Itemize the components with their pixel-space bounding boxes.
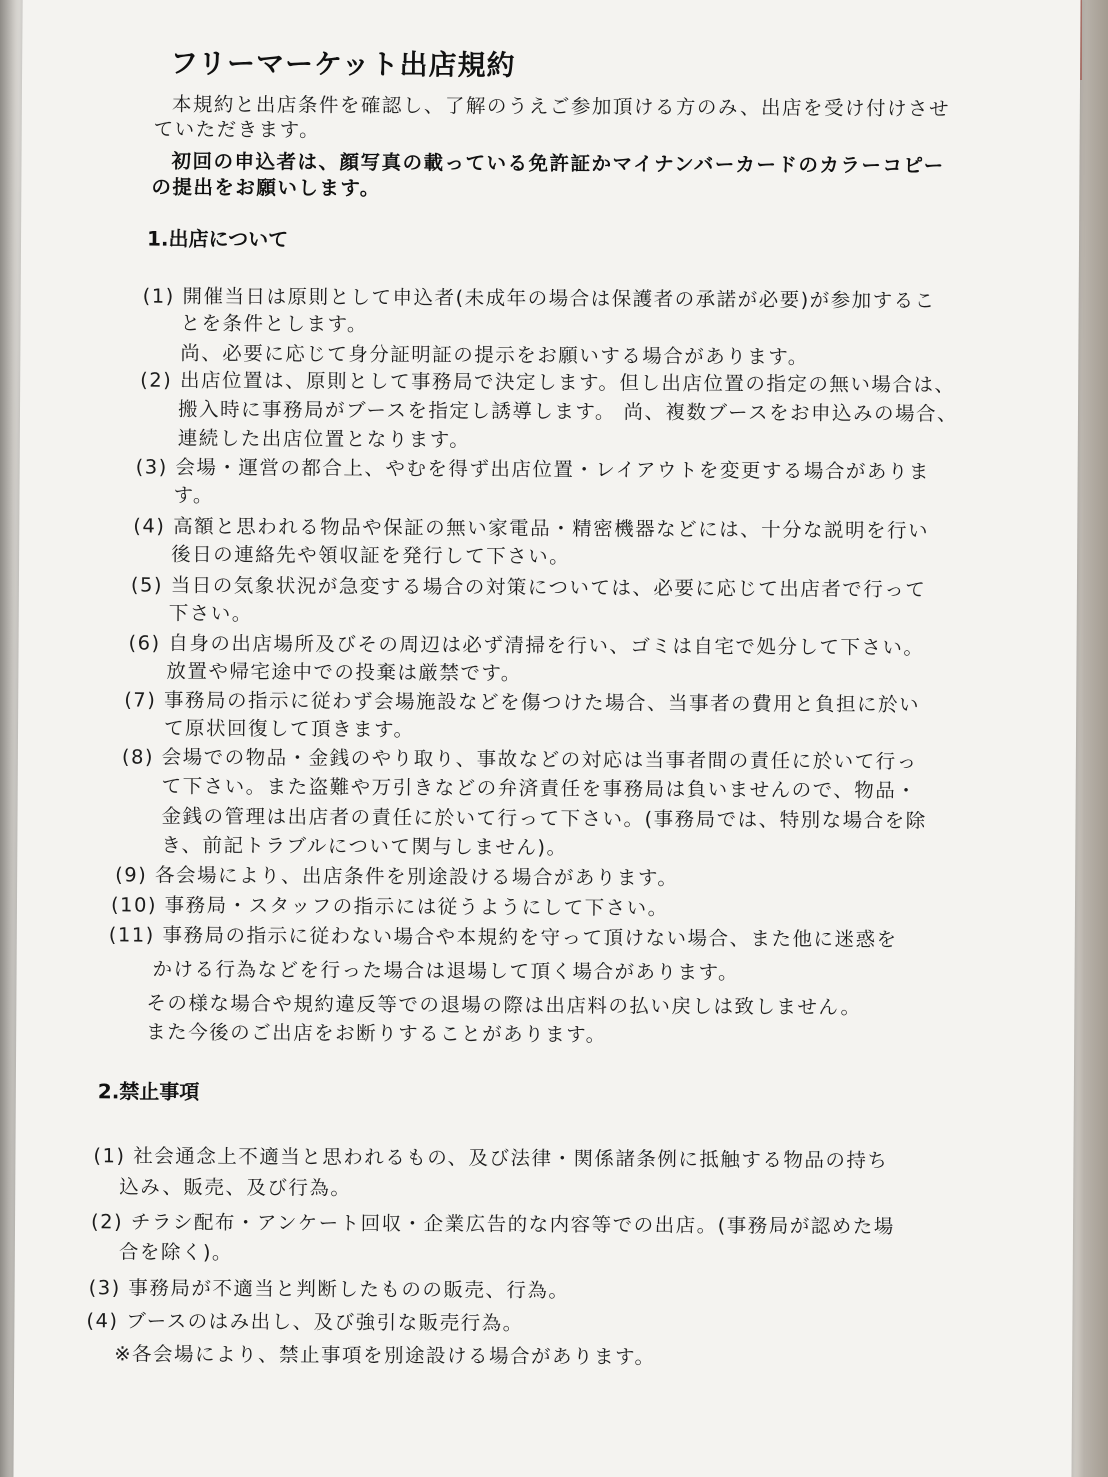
section-1-item-9-line: (9) 各会場により、出店条件を別途設ける場合があります。	[115, 863, 679, 890]
paper-sheet	[13, 0, 1080, 1477]
section-1-item-3-line: す。	[173, 483, 215, 507]
intro-line: 本規約と出店条件を確認し、了解のうえご参加頂ける方のみ、出店を受け付けさせ	[171, 92, 951, 121]
section-1-item-8-line: き、前記トラブルについて関与しません)。	[161, 833, 568, 860]
section-2-heading: 2.禁止事項	[97, 1079, 200, 1104]
section-1-item-11-line: また今後のご出店をお断りすることがあります。	[146, 1020, 607, 1047]
section-1-item-1-line: (1) 開催当日は原則として申込者(未成年の場合は保護者の承諾が必要)が参加するこ	[142, 284, 936, 313]
section-2-note: ※各会場により、禁止事項を別途設ける場合があります。	[114, 1342, 656, 1369]
intro-line: ていただきます。	[153, 117, 321, 142]
section-1-item-1-line: とを条件とします。	[180, 311, 369, 336]
section-1-item-8-line: て下さい。また盗難や万引きなどの弁済責任を事務局は負いませんので、物品・	[161, 774, 918, 803]
document-title: フリーマーケット出店規約	[170, 46, 516, 82]
section-2-item-2-line: 合を除く)。	[118, 1240, 234, 1265]
section-1-item-4-line: (4) 高額と思われる物品や保証の無い家電品・精密機器などには、十分な説明を行い	[133, 514, 930, 543]
document-body	[13, 0, 1080, 1477]
section-1-item-8-line: (8) 会場での物品・金銭のやり取り、事故などの対応は当事者間の責任に於いて行っ	[121, 745, 918, 774]
section-1-heading: 1.出店について	[146, 226, 289, 252]
section-1-item-7-line: (7) 事務局の指示に従わず会場施設などを傷つけた場合、当事者の費用と負担に於い	[124, 688, 921, 717]
section-1-item-11-line: (11) 事務局の指示に従わない場合や本規約を守って頂けない場合、また他に迷惑を	[108, 923, 898, 952]
section-1-item-2-line: 搬入時に事務局がブースを指定し誘導します。 尚、複数ブースをお申込みの場合、	[177, 397, 959, 426]
section-1-item-5-line: 下さい。	[168, 601, 253, 626]
section-1-item-6-line: (6) 自身の出店場所及びその周辺は必ず清掃を行い、ゴミは自宅で処分して下さい。	[128, 631, 925, 660]
notice-line: の提出をお願いします。	[151, 175, 381, 200]
section-2-item-1-line: (1) 社会通念上不適当と思われるもの、及び法律・関係諸条例に抵触する物品の持ち	[93, 1144, 889, 1173]
notice-line: 初回の申込者は、顔写真の載っている免許証かマイナンバーカードのカラーコピー	[171, 149, 945, 178]
section-1-item-8-line: 金銭の管理は出店者の責任に於いて行って下さい。(事務局では、特別な場合を除	[161, 804, 927, 833]
section-1-item-4-line: 後日の連絡先や領収証を発行して下さい。	[171, 542, 571, 569]
section-1-item-11-line: かける行為などを行った場合は退場して頂く場合があります。	[152, 957, 740, 985]
section-1-item-10-line: (10) 事務局・スタッフの指示には従うようにして下さい。	[110, 893, 669, 920]
section-1-item-2-line: (2) 出店位置は、原則として事務局で決定します。但し出店位置の指定の無い場合は、	[140, 368, 956, 397]
section-2-item-4-line: (4) ブースのはみ出し、及び強引な販売行為。	[86, 1309, 524, 1335]
section-1-item-11-line: その様な場合や規約違反等での退場の際は出店料の払い戻しは致しません。	[146, 991, 862, 1019]
section-1-item-1-line: 尚、必要に応じて身分証明証の提示をお願いする場合があります。	[180, 341, 809, 369]
section-1-item-2-line: 連続した出店位置となります。	[177, 426, 471, 452]
section-1-item-5-line: (5) 当日の気象状況が急変する場合の対策については、必要に応じて出店者で行って	[130, 573, 927, 602]
section-2-item-3-line: (3) 事務局が不適当と判断したものの販売、行為。	[88, 1276, 570, 1303]
section-2-item-2-line: (2) チラシ配布・アンケート回収・企業広告的な内容等での出店。(事務局が認めた場	[90, 1210, 895, 1239]
section-1-item-7-line: て原状回復して頂きます。	[163, 716, 415, 742]
section-1-item-3-line: (3) 会場・運営の都合上、やむを得ず出店位置・レイアウトを変更する場合がありま	[135, 455, 930, 484]
section-1-item-6-line: 放置や帰宅途中での投棄は厳禁です。	[166, 659, 522, 685]
section-2-item-1-line: 込み、販売、及び行為。	[119, 1175, 352, 1200]
